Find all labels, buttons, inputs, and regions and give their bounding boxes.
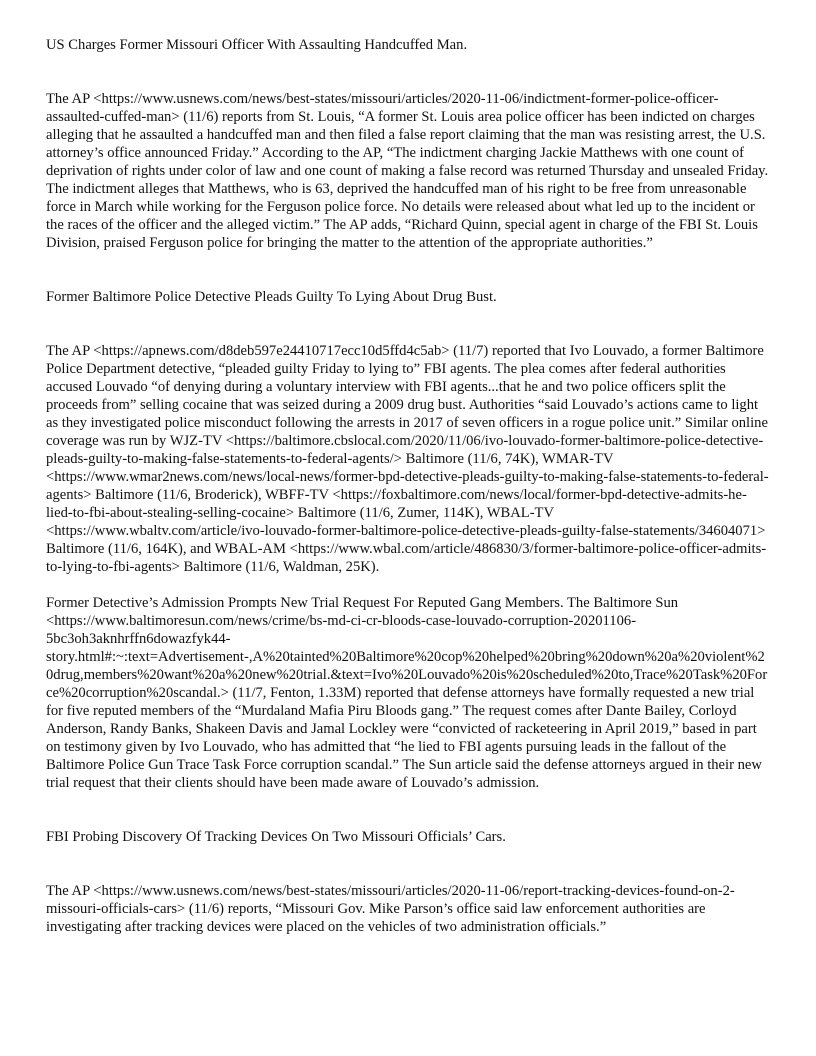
article-followup: Former Detective’s Admission Prompts New Trial Request For Reputed Gang Members. The Baltimore Sun <https://www.baltimoresun.com/news/crime/bs-md-ci-cr-bloods-case-louvado-corruption-20201106-5bc3oh3aknhrffn6dowazfyk44-story.html#:~:text=Advertisement-,A%20tainted%20Baltimore%20cop%20helped%20bring%20down%20a%20violent%20drug,members%20want%20a%20new%20trial.&text=Ivo%20Louvado%20is%20scheduled%20to,Trace%20Task%20Force%20corruption%20scandal.> (11/7, Fenton, 1.33M) reported that defense attorneys have formally requested a new trial for five reputed members of the “Murdaland Mafia Piru Bloods gang.” The request comes after Dante Bailey, Corloyd Anderson, Randy Banks, Shakeen Davis and Jamal Lockley were “convicted of racketeering in April 2019,” based in part on testimony given by Ivo Louvado, who has admitted that “he lied to FBI agents pursuing leads in the fallout of the Baltimore Police Gun Trace Task Force corruption scandal.” The Sun article said the defense attorneys argued in their new trial request that their clients should have been made aware of Louvado’s admission. <box>46 595 768 791</box>
article-headline: FBI Probing Discovery Of Tracking Devices On Two Missouri Officials’ Cars. <box>46 829 506 845</box>
article-body: The AP <https://www.usnews.com/news/best-states/missouri/articles/2020-11-06/indictment-former-police-officer-assaulted-cuffed-man> (11/6) reports from St. Louis, “A former St. Louis area police officer has been indicted on charges alleging that he assaulted a handcuffed man and then filed a false report claiming that the man was resisting arrest, the U.S. attorney’s office announced Friday.” According to the AP, “The indictment charging Jackie Matthews with one count of deprivation of rights under color of law and one count of making a false record was returned Thursday and unsealed Friday. The indictment alleges that Matthews, who is 63, deprived the handcuffed man of his right to be free from unreasonable force in March while working for the Ferguson police force. No details were released about what led up to the incident or the races of the officer and the alleged victim.” The AP adds, “Richard Quinn, special agent in charge of the FBI St. Louis Division, praised Ferguson police for bringing the matter to the attention of the appropriate authorities.” <box>46 91 769 251</box>
document-page <box>46 36 772 936</box>
article-headline: US Charges Former Missouri Officer With Assaulting Handcuffed Man. <box>46 37 468 53</box>
article-body: The AP <https://apnews.com/d8deb597e24410717ecc10d5ffd4c5ab> (11/7) reported that Ivo Louvado, a former Baltimore Police Department detective, “pleaded guilty Friday to lying to” FBI agents. The plea comes after federal authorities accused Louvado “of denying during a voluntary interview with FBI agents...that he and two police officers split the proceeds from” selling cocaine that was seized during a 2009 drug bust. Authorities “said Louvado’s actions came to light as they investigated police misconduct following the arrests in 2017 of seven officers in a rogue police unit.” Similar online coverage was run by WJZ-TV <https://baltimore.cbslocal.com/2020/11/06/ivo-louvado-former-baltimore-police-detective-pleads-guilty-to-making-false-statements-to-federal-agents/> Baltimore (11/6, 74K), WMAR-TV <https://www.wmar2news.com/news/local-news/former-bpd-detective-pleads-guilty-to-making-false-statements-to-federal-agents> Baltimore (11/6, Broderick), WBFF-TV <https://foxbaltimore.com/news/local/former-bpd-detective-admits-he-lied-to-fbi-about-stealing-selling-cocaine> Baltimore (11/6, Zumer, 114K), WBAL-TV <https://www.wbaltv.com/article/ivo-louvado-former-baltimore-police-detective-pleads-guilty-false-statements/34604071> Baltimore (11/6, 164K), and WBAL-AM <https://www.wbal.com/article/486830/3/former-baltimore-police-officer-admits-to-lying-to-fbi-agents> Baltimore (11/6, Waldman, 25K). <box>46 343 769 575</box>
article-headline: Former Baltimore Police Detective Pleads Guilty To Lying About Drug Bust. <box>46 289 497 305</box>
article-body: The AP <https://www.usnews.com/news/best-states/missouri/articles/2020-11-06/report-tracking-devices-found-on-2-missouri-officials-cars> (11/6) reports, “Missouri Gov. Mike Parson’s office said law enforcement authorities are investigating after tracking devices were placed on the vehicles of two administration officials.” <box>46 883 735 935</box>
